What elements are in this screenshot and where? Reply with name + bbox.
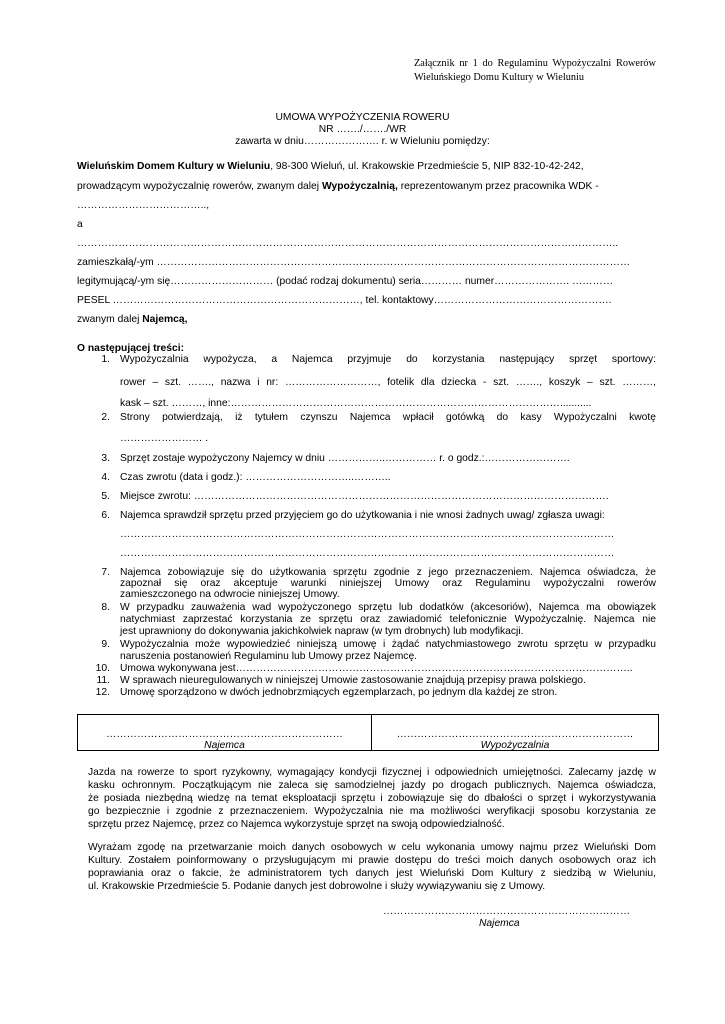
item-8-line1: W przypadku zauważenia wad wypożyczonego sprzętu lub dodatków (akcesoriów), Najemca ma obowiązek <box>120 602 656 613</box>
item-7-line2: zapoznał się oraz akceptuje warunki niniejszej Umowy oraz Regulaminu wypożyczalni rowerów <box>120 578 656 589</box>
item-6-line2[interactable]: ……………………………………………………………………………………………………………………………… <box>120 529 615 540</box>
item-7-line3: zamieszczonego na odwrocie niniejszej Umowy. <box>120 589 340 600</box>
item-number: 10. <box>95 663 110 674</box>
item-number: 7. <box>101 567 110 578</box>
renter-alias-line <box>77 314 187 325</box>
item-number: 5. <box>101 491 110 502</box>
item-9-line2: naruszenia postanowień Regulaminu lub Umowy przez Najemcę. <box>120 651 418 662</box>
item-8-line3: jest uprawniony do dokonywania jakichkolwiek napraw (w tym drobnych) lub modyfikacji. <box>120 626 524 637</box>
and-conjunction: a <box>77 219 83 230</box>
final-signature-line[interactable]: ……………………………………………………………… <box>383 906 631 917</box>
wdk-address: , 98-300 Wieluń, ul. Krakowskie Przedmieście 5, NIP 832-10-42-242, <box>270 161 584 172</box>
renter-residence-field[interactable]: zamieszkałą/-ym ………………………………………………………………………………………………………………………… <box>77 257 631 268</box>
item-1-line1: Wypożyczalnia wypożycza, a Najemca przyjmuje do korzystania następujący sprzęt sportowy: <box>120 354 656 365</box>
item-12-line1: Umowę sporządzono w dwóch jednobrzmiących egzemplarzach, po jednym dla każdej ze stron. <box>120 687 558 698</box>
wdk-alias: Wypożyczalnią, <box>321 181 398 192</box>
consent-line: ul. Krakowskie Przedmieście 5. Podanie danych jest dobrowolne i służy wywiązywaniu się z Umowy. <box>88 881 546 892</box>
item-1-line3[interactable]: kask – szt. ………, inne:……………………………………………………………………………………........... <box>120 398 592 409</box>
item-6-line1: Najemca sprawdził sprzętu przed przyjęciem go do użytkowania i nie wnosi żadnych uwag/ zgłasza uwagi: <box>120 510 605 521</box>
item-8-line2: natychmiast zaprzestać korzystania ze sprzętu oraz zawiadomić telefonicznie Wypożyczalnię. Najemca nie <box>120 614 656 625</box>
notice-line: sprzętu przez Najemcę, przez co Najemca wykorzystuje sprzęt na swoją odpowiedzialność. <box>88 819 505 830</box>
contract-date-line: zawarta w dniu…………………. r. w Wieluniu pomiędzy: <box>235 136 490 147</box>
notice-line: że posiada niezbędną wiedzę na temat eksploatacji sprzętu i zobowiązuje się do dbałości o sprzęt i wykorzystywania <box>88 793 656 804</box>
item-5-line1[interactable]: Miejsce zwrotu: …………………………………………………………………………………………………………. <box>120 491 609 502</box>
annex-note: Załącznik nr 1 do Regulaminu Wypożyczalni Rowerów Wieluńskiego Domu Kultury w Wieluniu <box>414 58 656 83</box>
signature-table <box>77 714 659 751</box>
item-number: 9. <box>101 639 110 650</box>
renter-signature-label: Najemca <box>204 740 245 751</box>
item-number: 12. <box>95 687 110 698</box>
content-header: O następującej treści: <box>77 343 185 354</box>
wdk-line2-text: prowadzącym wypożyczalnię rowerów, zwanym dalej <box>77 181 322 192</box>
item-2-line1: Strony potwierdzają, iż tytułem czynszu Najemca wpłacił gotówką do kasy Wypożyczalni kwotę <box>120 412 656 423</box>
item-number: 2. <box>101 412 110 423</box>
renter-pesel-field[interactable]: PESEL ………………………………………………………………, tel. kontaktowy……………………………………………. <box>77 295 612 306</box>
consent-line: poprawiania oraz o fakcie, że administratorem tych danych jest Wieluński Dom Kultury z siedzibą w Wieluniu, <box>88 868 656 879</box>
notice-line: Jazda na rowerze to sport ryzykowny, wymagający kondycji fizycznej i odpowiednich umiejętności. Zalecamy jazdę w <box>88 767 656 778</box>
item-number: 8. <box>101 602 110 613</box>
item-9-line1: Wypożyczalnia może wypowiedzieć niniejszą umowę i żądać natychmiastowego zwrotu sprzętu w przypadku <box>120 639 656 650</box>
item-7-line1: Najemca zobowiązuje się do użytkowania sprzętu zgodnie z jego przeznaczeniem. Najemca oświadcza, że <box>120 567 656 578</box>
item-number: 1. <box>101 354 110 365</box>
wdk-name: Wieluńskim Domem Kultury w Wieluniu <box>77 161 271 172</box>
item-4-line1[interactable]: Czas zwrotu (data i godz.): …………………………..……….. <box>120 472 391 483</box>
item-2-line2[interactable]: …………………… . <box>120 433 209 444</box>
renter-alias: Najemcą, <box>142 314 188 325</box>
called-text: zwanym dalej <box>77 314 143 325</box>
consent-line: Kultury. Zostałem poinformowany o przysługującym mi prawie dostępu do treści moich danych osobowych oraz ich <box>88 855 656 866</box>
contract-title: UMOWA WYPOŻYCZENIA ROWERU <box>275 112 450 123</box>
notice-line: kasku ochronnym. Początkującym nie zaleca się samodzielnej jazdy po drogach publicznych. Najemca oświadcza, <box>88 780 656 791</box>
party-wdk-line2 <box>77 181 599 192</box>
wdk-representative-field[interactable]: ……………………………….., <box>77 200 210 211</box>
notice-line: go bezpiecznie i zgodnie z przeznaczeniem. Wypożyczalnia nie ma możliwości weryfikacji sposobu korzystania ze <box>88 806 656 817</box>
item-11-line1: W sprawach nieuregulowanych w niniejszej Umowie zastosowanie znajdują przepisy prawa polskiego. <box>120 675 586 686</box>
contract-number: NR ……./……./WR <box>318 124 407 135</box>
item-number: 3. <box>101 453 110 464</box>
renter-id-field[interactable]: legitymującą/-ym się………………………… (podać rodzaj dokumentu) seria………… numer…………………. ………… <box>77 276 614 287</box>
consent-line: Wyrażam zgodę na przetwarzanie moich danych osobowych w celu wykonania umowy najmu przez Wieluński Dom <box>88 842 656 853</box>
renter-signature-line[interactable]: …………………………………………………………… <box>106 729 343 740</box>
item-6-line3[interactable]: ……………………………………………………………………………………………………………………………… <box>120 548 615 559</box>
rental-signature-label: Wypożyczalnia <box>480 740 550 751</box>
renter-name-field[interactable]: ………………………………………………………………………………………………………………………………………….. <box>77 238 619 249</box>
rental-signature-line[interactable]: …………………………………………………………… <box>396 729 634 740</box>
item-number: 11. <box>96 675 110 686</box>
item-10-line1[interactable]: Umowa wykonywana jest…………………………………………………………………………………………………….. <box>120 663 633 674</box>
item-number: 4. <box>101 472 110 483</box>
wdk-line2-tail: reprezentowanym przez pracownika WDK - <box>397 181 599 192</box>
final-signature-label: Najemca <box>479 918 520 929</box>
item-3-line1[interactable]: Sprzęt zostaje wypożyczony Najemcy w dniu ……………..…………… r. o godz.:……………………. <box>120 453 570 464</box>
item-1-line2[interactable]: rower – szt. ……., nazwa i nr: ………………………, fotelik dla dziecka - szt. ……., koszyk – szt. ………, <box>120 377 656 388</box>
item-number: 6. <box>101 510 110 521</box>
party-wdk-line1 <box>77 161 659 172</box>
